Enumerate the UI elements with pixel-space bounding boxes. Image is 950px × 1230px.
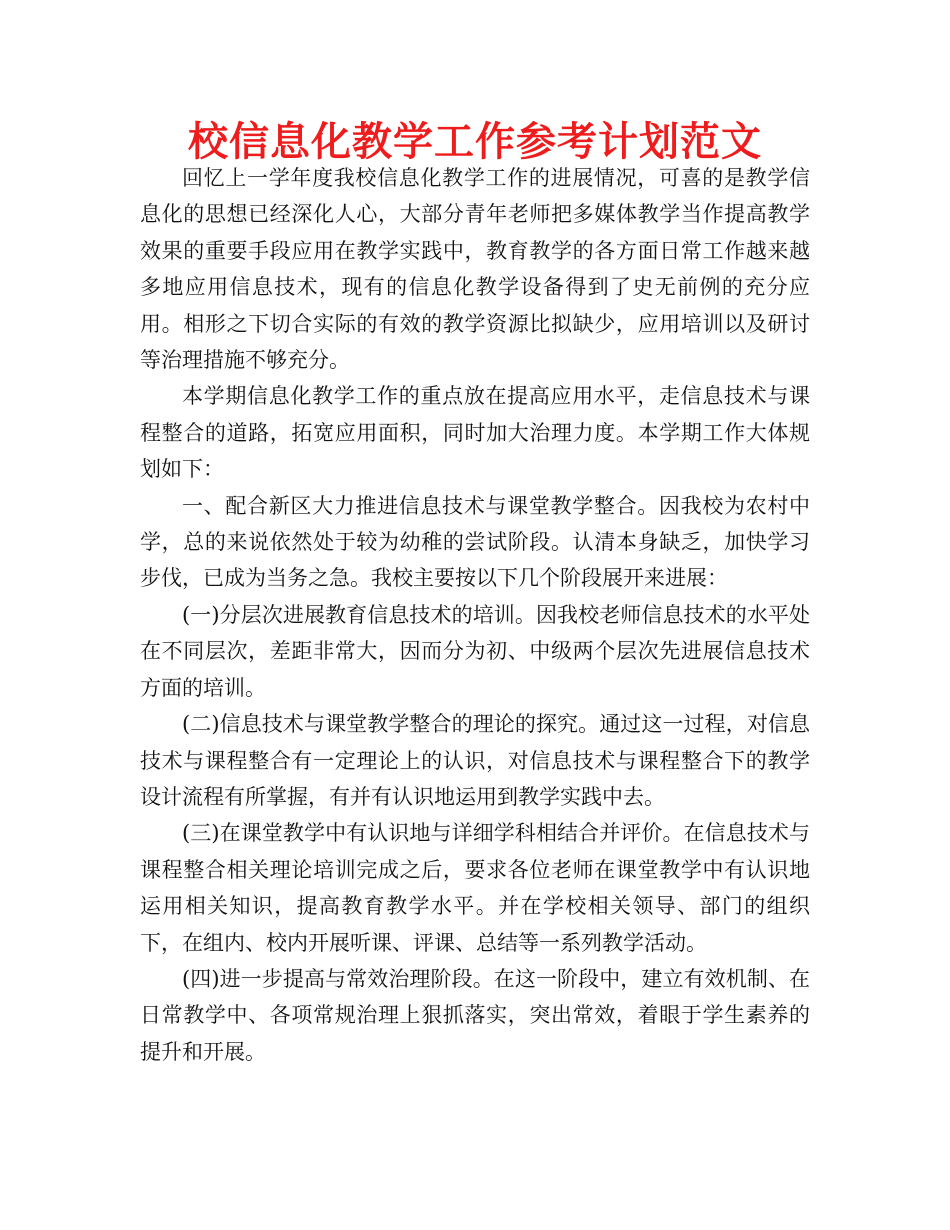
paragraph-item-1: (一)分层次进展教育信息技术的培训。因我校老师信息技术的水平处在不同层次，差距非常大，因而分为初、中级两个层次先进展信息技术方面的培训。 xyxy=(140,602,810,700)
paragraph-section-one: 一、配合新区大力推进信息技术与课堂教学整合。因我校为农村中学，总的来说依然处于较为幼稚的尝试阶段。认清本身缺乏，加快学习步伐，已成为当务之急。我校主要按以下几个阶段展开来进展： xyxy=(140,493,810,591)
paragraph-focus: 本学期信息化教学工作的重点放在提高应用水平，走信息技术与课程整合的道路，拓宽应用面积，同时加大治理力度。本学期工作大体规划如下： xyxy=(140,384,810,482)
paragraph-item-2: (二)信息技术与课堂教学整合的理论的探究。通过这一过程，对信息技术与课程整合有一定理论上的认识，对信息技术与课程整合下的教学设计流程有所掌握，有并有认识地运用到教学实践中去。 xyxy=(140,712,810,809)
paragraph-review: 回忆上一学年度我校信息化教学工作的进展情况，可喜的是教学信息化的思想已经深化人心，大部分青年老师把多媒体教学当作提高教学效果的重要手段应用在教学实践中，教育教学的各方面日常工作越来越多地应用信息技术，现有的信息化教学设备得到了史无前例的充分应用。相形之下切合实际的有效的教学资源比拟缺少，应用培训以及研讨等治理措施不够充分。 xyxy=(140,166,810,373)
paragraph-item-3: (三)在课堂教学中有认识地与详细学科相结合并评价。在信息技术与课程整合相关理论培训完成之后，要求各位老师在课堂教学中有认识地运用相关知识，提高教育教学水平。并在学校相关领导、部门的组织下，在组内、校内开展听课、评课、总结等一系列教学活动。 xyxy=(140,821,810,955)
document-title: 校信息化教学工作参考计划范文 xyxy=(188,119,762,165)
paragraph-item-4: (四)进一步提高与常效治理阶段。在这一阶段中，建立有效机制、在日常教学中、各项常规治理上狠抓落实，突出常效，着眼于学生素养的提升和开展。 xyxy=(140,966,810,1064)
document-body xyxy=(140,160,810,1070)
